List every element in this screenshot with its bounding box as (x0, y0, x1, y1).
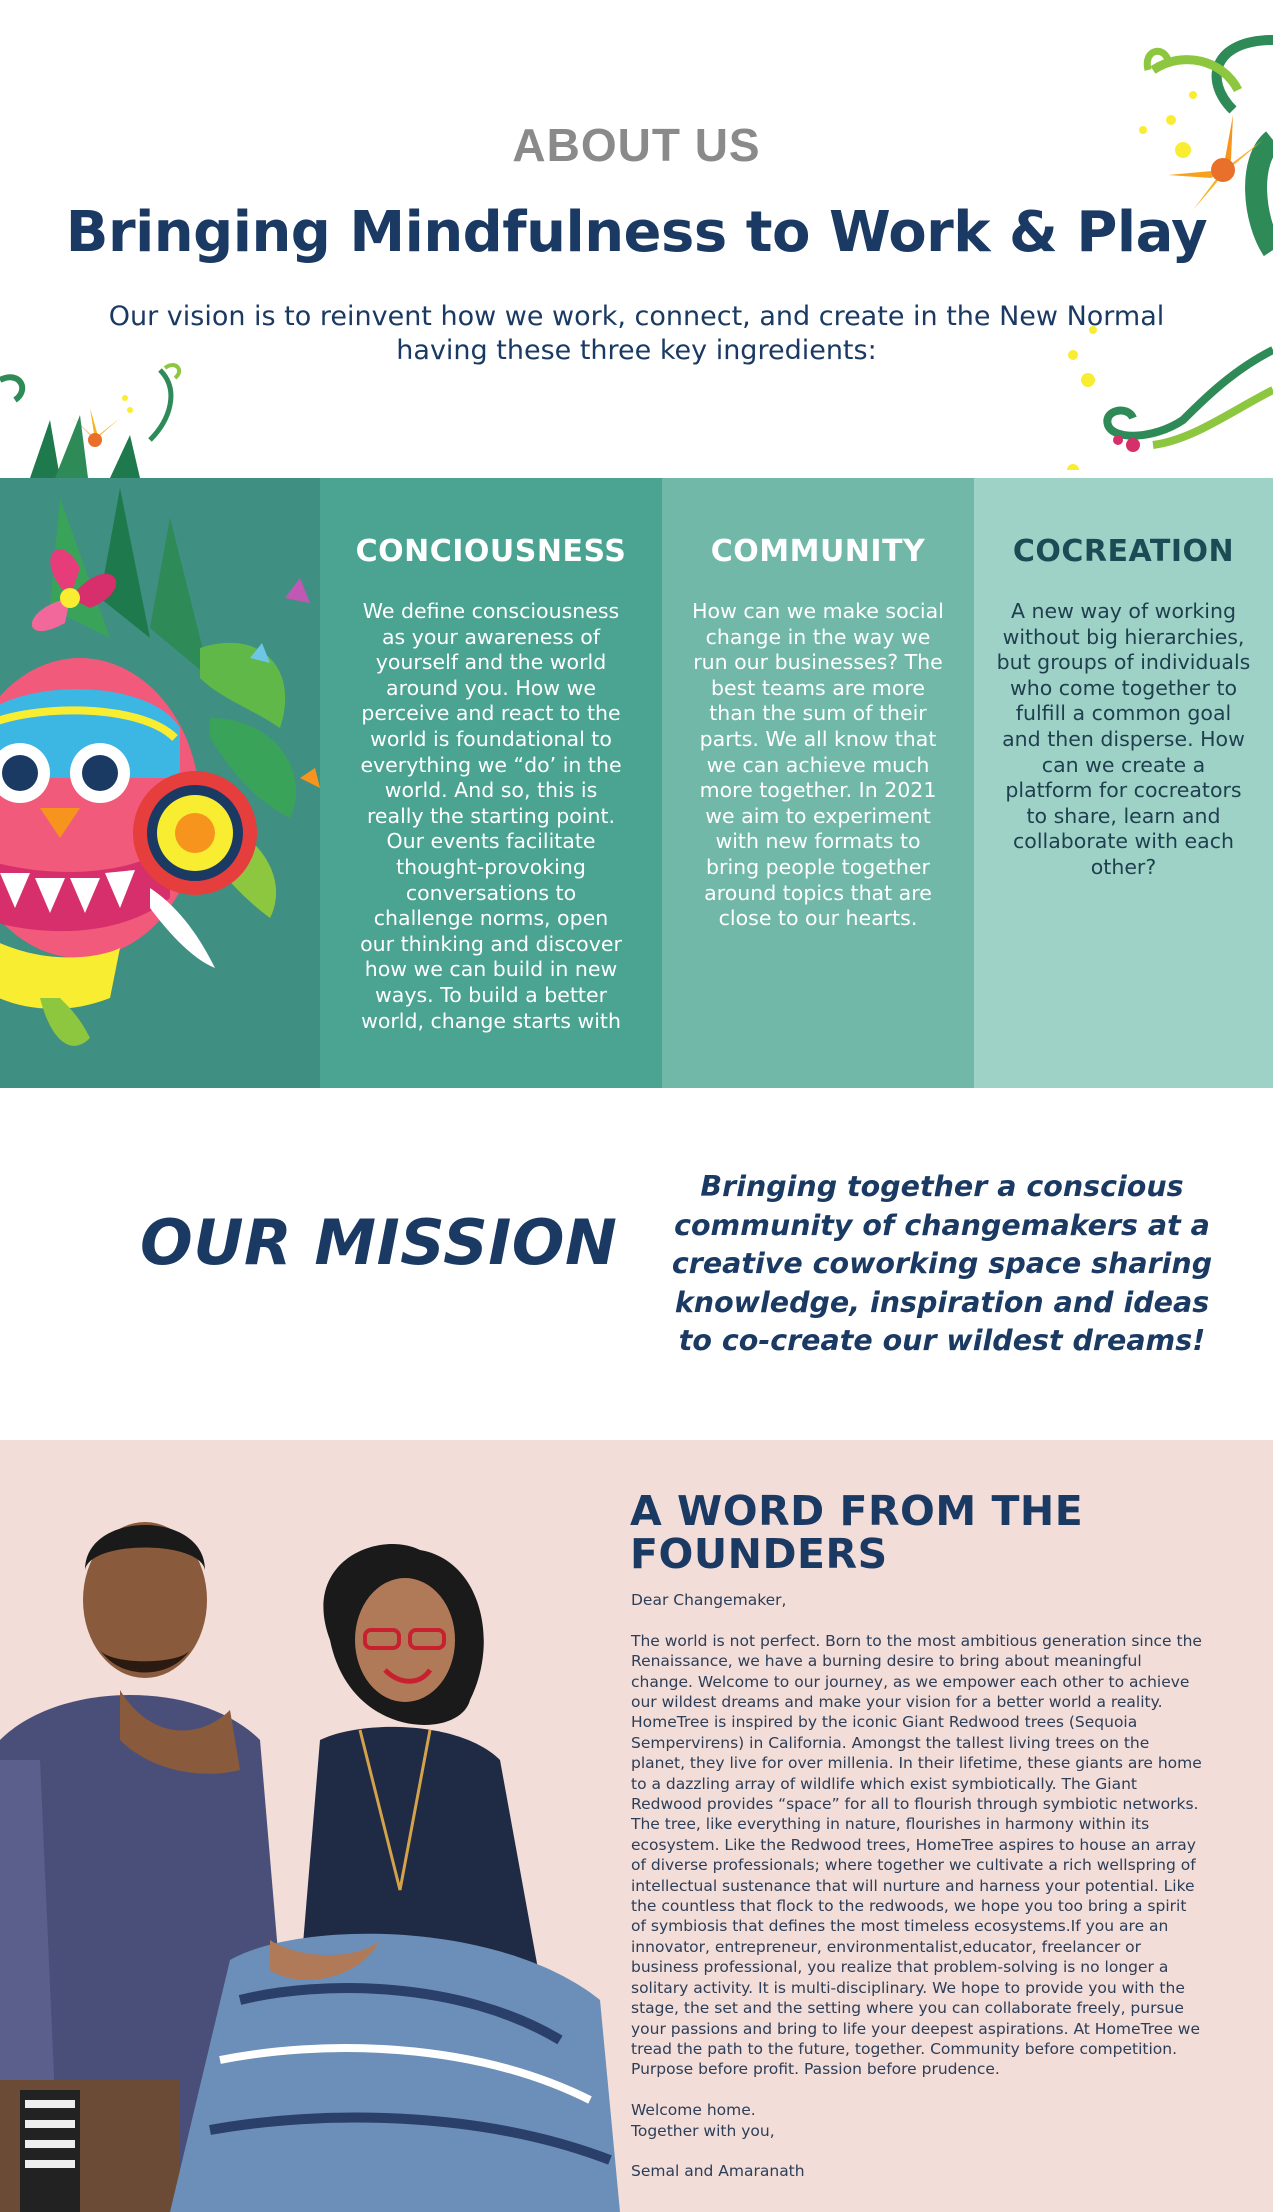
mission-title: OUR MISSION (140, 1206, 618, 1279)
mask-icon (0, 478, 320, 1088)
pillar-consciousness (320, 478, 662, 1088)
section-label: ABOUT US (512, 119, 761, 171)
vision-line-1: Our vision is to reinvent how we work, connect, and create in the New Normal (108, 301, 1165, 332)
letter-greeting: Dear Changemaker, (631, 1591, 787, 1609)
letter-signature: Semal and Amaranath (631, 2162, 805, 2181)
mask-illustration (0, 478, 320, 1088)
pillar-text: We define consciousness as your awareness of yourself and the world around you. How we perceive and react to the world is foundational to everything we “do’ in the world. And so, this is really the starting point. Our events facilitate thought-provoking conversations to challenge norms, open our thinking and discover how we can build in new ways. To build a better world, change starts with (360, 599, 622, 1033)
key-ingredients (0, 478, 1273, 1088)
letter-closing-2: Together with you, (631, 2121, 775, 2140)
foliage-illustration-left (0, 360, 320, 478)
about-header (0, 0, 1273, 478)
mission-section (0, 1088, 1273, 1440)
pillar-cocreation (974, 478, 1273, 1088)
pillar-title: COCREATION (1012, 534, 1235, 569)
letter-body: The world is not perfect. Born to the most ambitious generation since the Renaissance, we have a burning desire to bring about meaningful change. Welcome to our journey, as we empower each other to achieve our wildest dreams and make your vision for a better world a reality. HomeTree is inspired by the iconic Giant Redwood trees (Sequoia Sempervirens) in California. Amongst the tallest living trees on the planet, they live for over millenia. In their lifetime, these giants are home to a dazzling array of wildlife which exist symbiotically. The Giant Redwood provides “space” for all to flourish through symbiotic networks. The tree, like everything in nature, flourishes in harmony within its ecosystem. Like the Redwood trees, HomeTree aspires to house an array of diverse professionals; where together we cultivate a rich wellspring of intellectual sustenance that will nurture and harness your potential. Like the countless that flock to the redwoods, we hope you too bring a spirit of symbiosis that defines the most timeless ecosystems.If you are an innovator, entrepreneur, environmentalist,educator, freelancer or business professional, you realize that problem-solving is no longer a solitary activity. It is multi-disciplinary. We hope to provide you with the stage, the set and the setting where you can collaborate freely, pursue your passions and bring to life your deepest aspirations. At HomeTree we tread the path to the future, together. Community before competition. Purpose before profit. Passion before prudence. (631, 1631, 1202, 2079)
founders-letter (631, 1590, 1206, 2202)
pillar-community (662, 478, 974, 1088)
mission-statement: Bringing together a conscious community of changemakers at a creative coworking space sharing knowledge, inspiration and ideas to co-create our wildest dreams! (671, 1170, 1213, 1357)
founders-section (0, 1440, 1273, 2212)
page-title: Bringing Mindfulness to Work & Play (65, 200, 1208, 265)
founders-photo (0, 1440, 620, 2212)
founders-title: A WORD FROM THE FOUNDERS (630, 1487, 1084, 1578)
pillar-text: How can we make social change in the way we run our businesses? The best teams are more than the sum of their parts. We all know that we can achieve much more together. In 2021 we aim to experiment with new formats to bring people together around topics that are close to our hearts. (692, 599, 944, 931)
vision-statement (0, 300, 1273, 368)
vision-line-2: having these three key ingredients: (396, 335, 877, 366)
pillar-text: A new way of working without big hierarchies, but groups of individuals who come together to fulfill a common goal and then disperse. How can we create a platform for cocreators to share, learn and collaborate with each other? (996, 599, 1251, 879)
pillar-title: CONCIOUSNESS (355, 534, 627, 569)
letter-closing-1: Welcome home. (631, 2101, 756, 2120)
pillar-title: COMMUNITY (710, 534, 926, 569)
